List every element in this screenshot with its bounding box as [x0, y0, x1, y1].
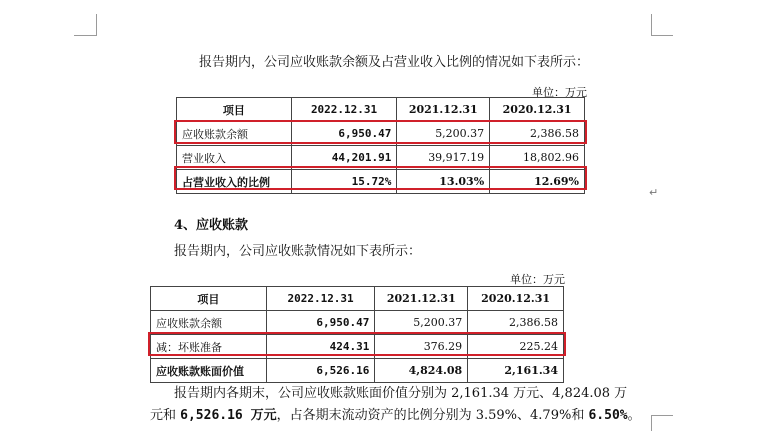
- table-cell: 5,200.37: [397, 122, 490, 146]
- table-row: [151, 311, 564, 335]
- unit-label-2: 单位：万元: [510, 273, 565, 286]
- table-row: [177, 170, 585, 194]
- crop-mark-bottom-right-h: [651, 415, 673, 416]
- paragraph-return-mark: ↵: [649, 186, 659, 199]
- row-label: 应收账款账面价值: [151, 359, 267, 383]
- table-cell: 4,824.08: [375, 359, 468, 383]
- column-header: 2020.12.31: [468, 287, 564, 311]
- table-cell: 44,201.91: [291, 146, 397, 170]
- conclusion-text: 元和: [150, 408, 181, 423]
- column-header: 2021.12.31: [375, 287, 468, 311]
- conclusion-line-1: 报告期内各期末，公司应收账款账面价值分别为 2,161.34 万元、4,824.08 万: [174, 386, 628, 401]
- table-cell: 6,950.47: [266, 311, 375, 335]
- crop-mark-top-right-h: [651, 35, 673, 36]
- intro-paragraph-2: 报告期内，公司应收账款情况如下表所示：: [174, 244, 422, 259]
- table-cell: 5,200.37: [375, 311, 468, 335]
- conclusion-text: 。: [627, 408, 641, 423]
- column-header: 2021.12.31: [397, 98, 490, 122]
- unit-label-1: 单位：万元: [532, 86, 587, 99]
- table-cell: 225.24: [468, 335, 564, 359]
- row-label: 营业收入: [177, 146, 292, 170]
- table-cell: 2,386.58: [490, 122, 585, 146]
- table-cell: 2,386.58: [468, 311, 564, 335]
- table-row: [151, 359, 564, 383]
- table-row: [151, 335, 564, 359]
- receivable-ratio-table: [176, 97, 585, 194]
- receivable-detail-table: [150, 286, 564, 383]
- row-label: 占营业收入的比例: [177, 170, 292, 194]
- conclusion-ratio-2022: 6.50%: [588, 408, 628, 423]
- crop-mark-bottom-right: [651, 415, 652, 431]
- table-cell: 18,802.96: [490, 146, 585, 170]
- column-header: 项目: [151, 287, 267, 311]
- table-cell: 2,161.34: [468, 359, 564, 383]
- table-cell: 15.72%: [291, 170, 397, 194]
- table-cell: 12.69%: [490, 170, 585, 194]
- conclusion-value-2022: 6,526.16 万元: [180, 408, 277, 423]
- crop-mark-top-left-h: [74, 35, 96, 36]
- section-heading: 4、应收账款: [174, 218, 249, 233]
- row-label: 应收账款余额: [177, 122, 292, 146]
- table-cell: 376.29: [375, 335, 468, 359]
- table-header-row: [177, 98, 585, 122]
- table-row: [177, 122, 585, 146]
- row-label: 减：坏账准备: [151, 335, 267, 359]
- column-header: 2022.12.31: [291, 98, 397, 122]
- intro-paragraph-1: 报告期内，公司应收账款余额及占营业收入比例的情况如下表所示：: [199, 55, 590, 70]
- table-row: [177, 146, 585, 170]
- table-cell: 424.31: [266, 335, 375, 359]
- table-cell: 13.03%: [397, 170, 490, 194]
- table-cell: 6,950.47: [291, 122, 397, 146]
- conclusion-text: ，占各期末流动资产的比例分别为 3.59%、4.79%和: [276, 408, 589, 423]
- conclusion-line-2: [150, 407, 641, 425]
- crop-mark-top-right: [651, 14, 652, 36]
- table-cell: 6,526.16: [266, 359, 375, 383]
- crop-mark-top-left: [96, 14, 97, 36]
- column-header: 2020.12.31: [490, 98, 585, 122]
- row-label: 应收账款余额: [151, 311, 267, 335]
- table-header-row: [151, 287, 564, 311]
- column-header: 2022.12.31: [266, 287, 375, 311]
- table-cell: 39,917.19: [397, 146, 490, 170]
- column-header: 项目: [177, 98, 292, 122]
